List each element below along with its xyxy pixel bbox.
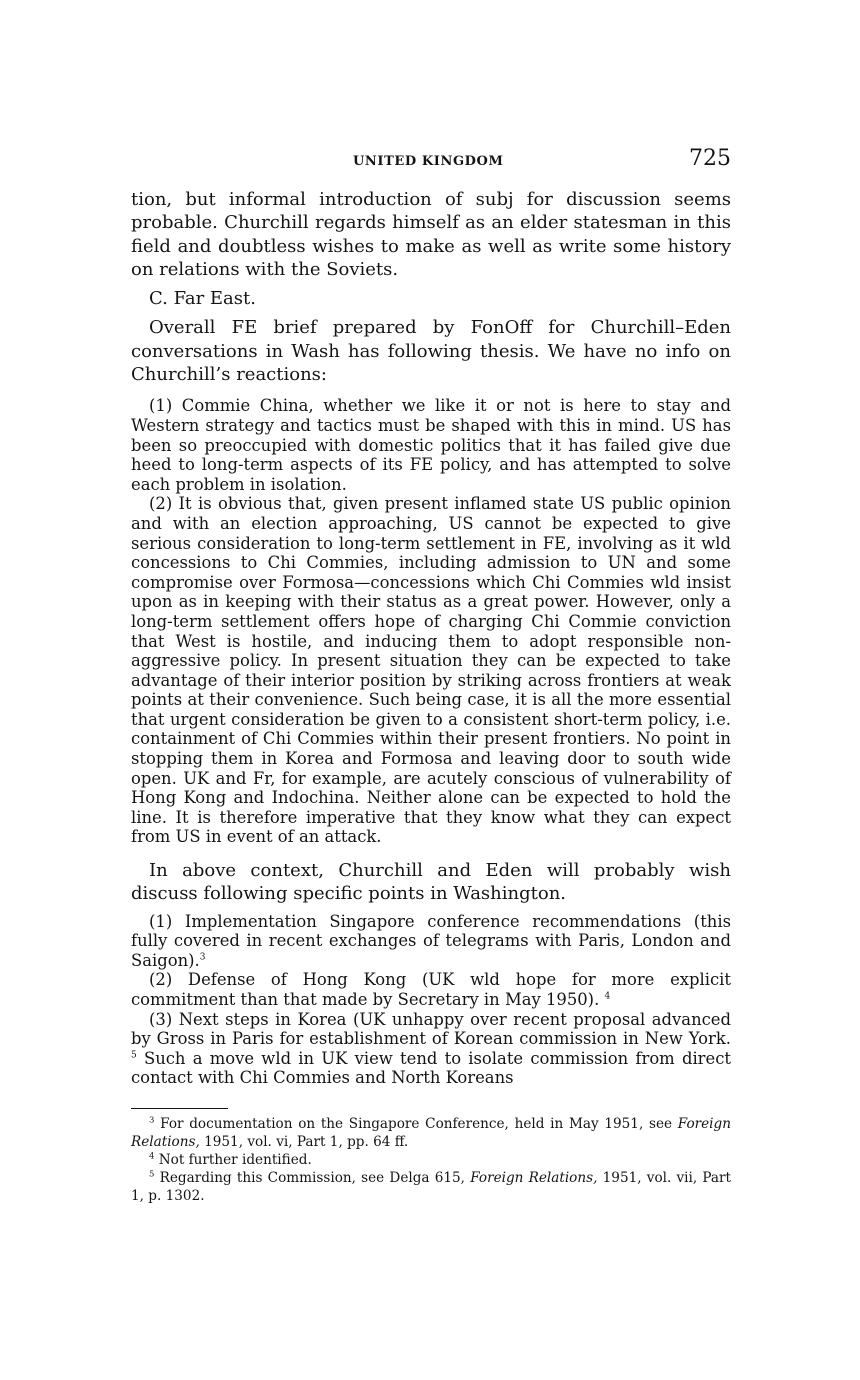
list-item-3	[131, 1010, 731, 1088]
footnote-5	[131, 1169, 731, 1205]
page-number: 725	[689, 146, 731, 171]
footnotes	[131, 1115, 731, 1205]
body-text	[131, 188, 731, 386]
footnote-5-text-b: 1951, vol. vii, Part 1, p. 1302.	[131, 1169, 731, 1204]
section-heading: C. Far East.	[149, 288, 256, 310]
running-head	[131, 146, 731, 174]
list-item-3-text-b: Such a move wld in UK view tend to isolate commission from direct contact with Chi Commies and North Koreans	[131, 1048, 731, 1088]
footnote-4-text: Not further identified.	[158, 1151, 312, 1168]
quoted-brief	[131, 396, 731, 847]
footnote-ref-3[interactable]: 3	[199, 952, 206, 963]
footnote-3-source-title: Foreign Relations,	[131, 1115, 731, 1150]
quote-point-2: (2) It is obvious that, given present inflamed state US public opinion and with an election approaching, US cannot be expected to give serious consideration to long-term settlement in FE, involving as it wld concessions to Chi Commies, including admission to UN and some compromise over Formosa—concessions which Chi Commies wld insist upon as in keeping with their status as a great power. However, only a long-term settlement offers hope of charging Chi Commie conviction that West is hostile, and inducing them to adopt responsible non-aggressive policy. In present situation they can be expected to take advantage of their interior position by striking across frontiers at weak points at their convenience. Such being case, it is all the more essential that urgent consideration be given to a consistent short-term policy, i.e. containment of Chi Commies within their present frontiers. No point in stopping them in Korea and Formosa and leaving door to south wide open. UK and Fr, for example, are acutely conscious of vulnerability of Hong Kong and Indochina. Neither alone can be expected to hold the line. It is therefore imperative that they know what they can expect from US in event of an attack.	[131, 494, 731, 847]
list-item-1	[131, 912, 731, 971]
list-item-3-text-a: (3) Next steps in Korea (UK unhappy over recent proposal advanced by Gross in Paris for establishment of Korean commission in New York.	[131, 1009, 731, 1049]
document-page	[131, 146, 731, 1205]
footnote-3-text-a: For documentation on the Singapore Conference, held in May 1951, see	[160, 1115, 673, 1132]
footnote-5-mark: 5	[149, 1169, 155, 1180]
paragraph-context: In above context, Churchill and Eden will probably wish discuss following specific points in Washington.	[131, 860, 731, 905]
footnote-ref-4[interactable]: 4	[604, 991, 611, 1002]
paragraph-brief-intro: Overall FE brief prepared by FonOff for Churchill–Eden conversations in Wash has following thesis. We have no info on Churchill’s reactions:	[131, 317, 731, 386]
running-title: UNITED KINGDOM	[353, 154, 504, 169]
paragraph-continuation: tion, but informal introduction of subj for discussion seems probable. Churchill regards himself as an elder statesman in this field and doubtless wishes to make as well as write some history on relations with the Soviets.	[131, 189, 731, 280]
footnote-4	[131, 1151, 731, 1169]
footnote-ref-5[interactable]: 5	[131, 1050, 137, 1061]
list-item-1-text: (1) Implementation Singapore conference recommendations (this fully covered in recent exchanges of telegrams with Paris, London and Saigon).	[131, 911, 731, 970]
list-item-2-text: (2) Defense of Hong Kong (UK wld hope for more explicit commitment than that made by Secretary in May 1950).	[131, 970, 731, 1009]
specific-points-list	[131, 912, 731, 1088]
footnote-divider	[131, 1108, 228, 1109]
quote-point-1: (1) Commie China, whether we like it or not is here to stay and Western strategy and tactics must be shaped with this in mind. US has been so preoccupied with domestic politics that it has failed give due heed to long-term aspects of its FE policy, and has attempted to solve each problem in isolation.	[131, 396, 731, 494]
footnote-3	[131, 1115, 731, 1151]
footnote-3-mark: 3	[149, 1115, 155, 1126]
list-item-2	[131, 970, 731, 1009]
footnote-3-text-b: 1951, vol. vi, Part 1, pp. 64 ff.	[204, 1133, 409, 1150]
footnote-5-source-title: Foreign Relations,	[470, 1169, 598, 1186]
footnote-5-text-a: Regarding this Commission, see Delga 615,	[159, 1169, 465, 1186]
body-text-context	[131, 859, 731, 906]
footnote-4-mark: 4	[149, 1151, 155, 1162]
